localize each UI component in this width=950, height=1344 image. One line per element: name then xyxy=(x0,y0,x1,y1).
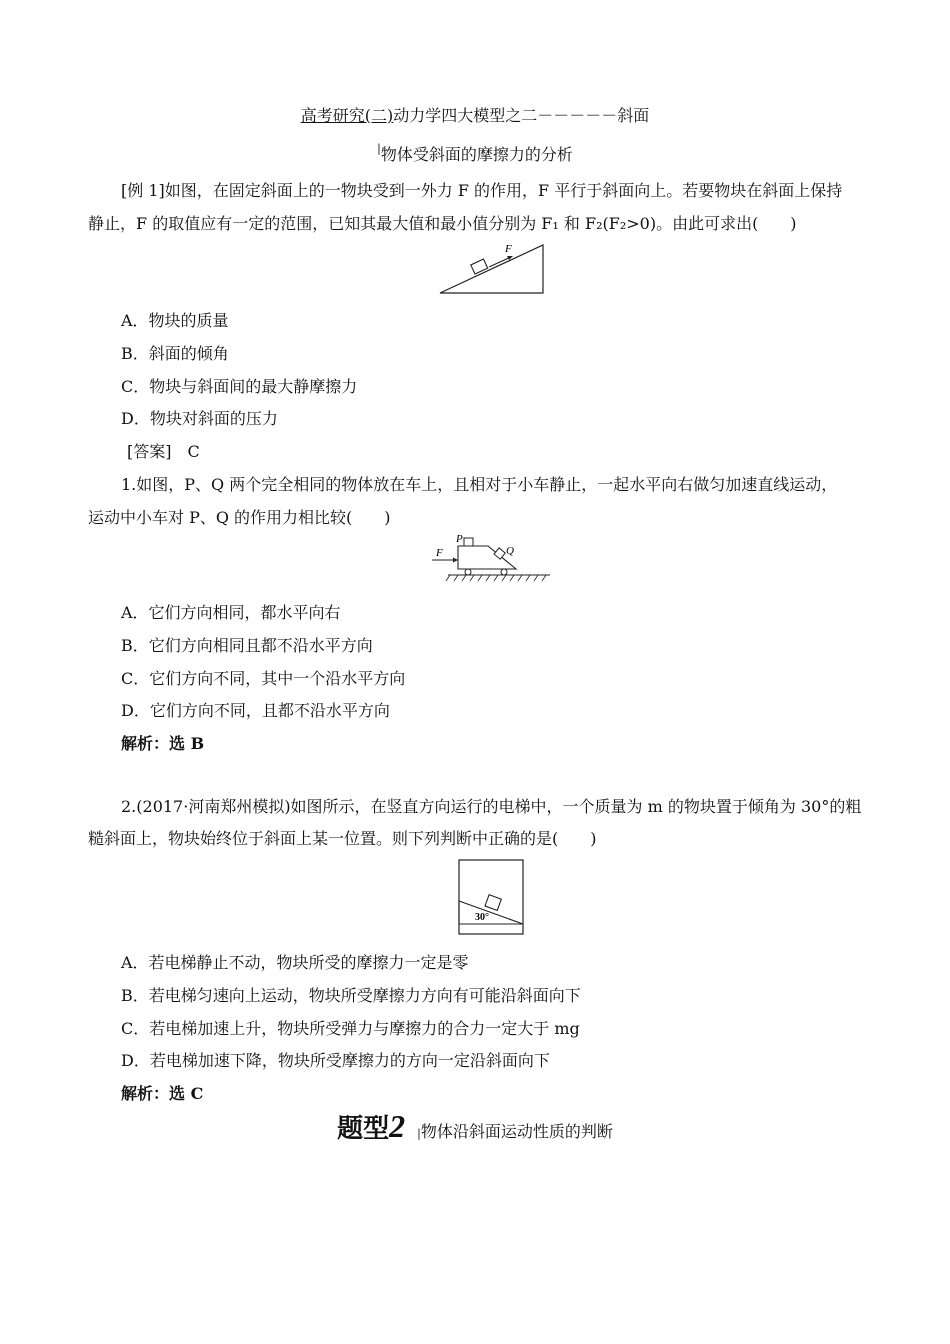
q1-option-c: C．它们方向不同，其中一个沿水平方向 xyxy=(121,669,406,688)
page-title xyxy=(0,103,950,126)
q2-option-a: A．若电梯静止不动，物块所受的摩擦力一定是零 xyxy=(121,953,469,972)
q2-option-c: C．若电梯加速上升，物块所受弹力与摩擦力的合力一定大于 mg xyxy=(121,1019,580,1038)
q2-option-d: D．若电梯加速下降，物块所受摩擦力的方向一定沿斜面向下 xyxy=(121,1051,550,1070)
label-q: Q xyxy=(506,545,514,557)
elevator-figure xyxy=(457,858,527,938)
q2-line1: 2.(2017·河南郑州模拟)如图所示，在竖直方向运行的电梯中，一个质量为 m 的物块置于倾角为 30°的粗 xyxy=(121,797,862,816)
example1-option-a: A．物块的质量 xyxy=(121,311,229,330)
example-tag: [例 1] xyxy=(121,181,165,200)
example1-option-c: C．物块与斜面间的最大静摩擦力 xyxy=(121,377,358,396)
incline-triangle xyxy=(440,245,543,293)
q1-option-b: B．它们方向相同且都不沿水平方向 xyxy=(121,636,373,655)
example1-option-b: B．斜面的倾角 xyxy=(121,344,229,363)
q2-answer: 解析：选 C xyxy=(121,1084,204,1103)
section2-label: 题型 xyxy=(337,1114,390,1143)
wheel-right xyxy=(501,569,507,575)
force-label: F xyxy=(505,243,512,255)
wheel-left xyxy=(465,569,471,575)
title-prefix: 高考研究(二) xyxy=(300,106,394,125)
section2-heading: 题型2 |物体沿斜面运动性质的判断 xyxy=(337,1108,613,1144)
example1-option-d: D．物块对斜面的压力 xyxy=(121,409,278,428)
section-subtitle: |物体受斜面的摩擦力的分析 xyxy=(377,142,573,164)
angle-label: 30° xyxy=(475,912,489,923)
cart-figure xyxy=(428,532,554,584)
title-rest: 动力学四大模型之二－－－－－斜面 xyxy=(393,106,650,125)
q1-option-d: D．它们方向不同，且都不沿水平方向 xyxy=(121,701,390,720)
elevator-block xyxy=(485,895,501,911)
section2-number: 2 xyxy=(389,1108,406,1144)
q1-option-a: A．它们方向相同，都水平向右 xyxy=(121,603,341,622)
q1-line2: 运动中小车对 P、Q 的作用力相比较( ) xyxy=(88,508,391,527)
incline-figure xyxy=(435,240,547,300)
label-f: F xyxy=(436,547,443,559)
example1-text1: 如图，在固定斜面上的一物块受到一外力 F 的作用，F 平行于斜面向上。若要物块在斜面上保持 xyxy=(164,181,843,200)
subtitle-text: 物体受斜面的摩擦力的分析 xyxy=(380,145,573,164)
q1-answer: 解析：选 B xyxy=(121,734,205,753)
q2-line2: 糙斜面上，物块始终位于斜面上某一位置。则下列判断中正确的是( ) xyxy=(88,829,597,848)
section2-title: 物体沿斜面运动性质的判断 xyxy=(420,1122,613,1141)
q1-line1: 1.如图，P、Q 两个完全相同的物体放在车上，且相对于小车静止，一起水平向右做匀加速直线运动， xyxy=(121,475,838,494)
label-p: P xyxy=(456,533,463,545)
example1-line1 xyxy=(121,178,842,201)
q2-option-b: B．若电梯匀速向上运动，物块所受摩擦力方向有可能沿斜面向下 xyxy=(121,986,581,1005)
example1-answer: [答案] C xyxy=(127,442,200,461)
push-arrowhead xyxy=(453,558,458,563)
ground-hatch xyxy=(446,575,546,581)
example1-line2: 静止，F 的取值应有一定的范围，已知其最大值和最小值分别为 F₁ 和 F₂(F₂>0)。由此可求出( ) xyxy=(88,214,797,233)
block-p xyxy=(464,538,473,546)
